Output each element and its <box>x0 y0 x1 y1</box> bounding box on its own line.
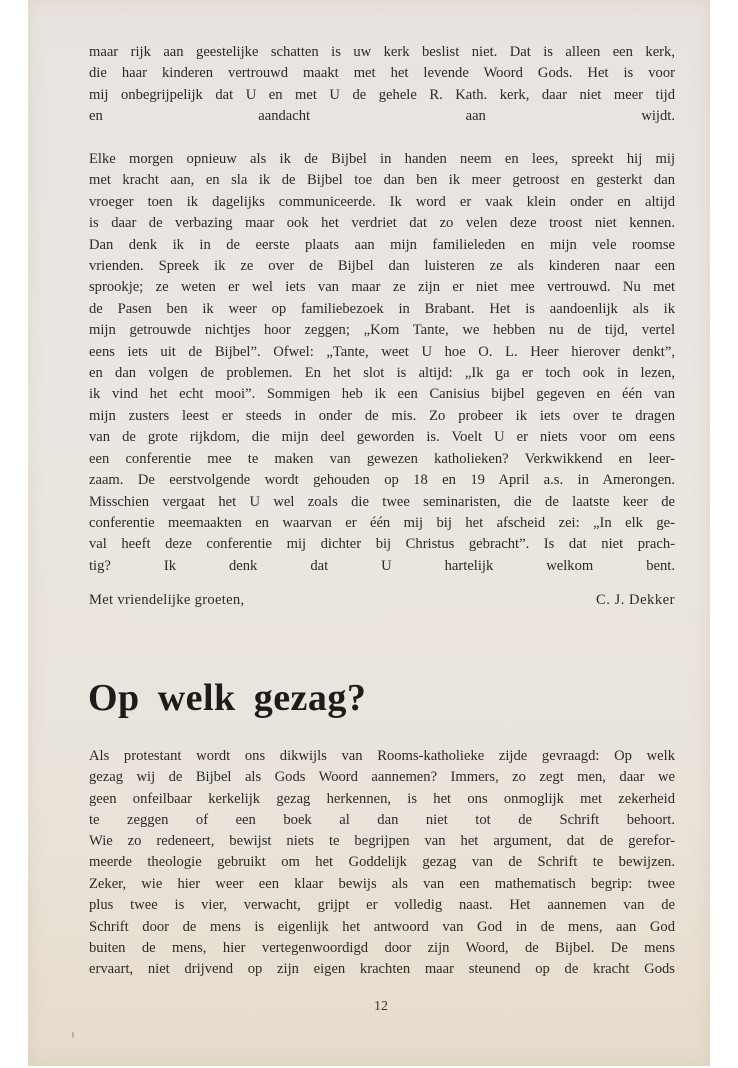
text-line: is daar de verbazing maar ook het verdriet dat zo velen deze troost niet kennen. <box>89 215 675 232</box>
text-line: val heeft deze conferentie mij dichter bij Christus gebracht”. Is dat niet prach- <box>89 536 675 553</box>
paper-speck <box>72 1032 74 1038</box>
text-line: eens iets uit de Bijbel”. Ofwel: „Tante, weet U hoe O. L. Heer hierover denkt”, <box>89 343 675 360</box>
text-line: sprookje; ze weten er wel iets van maar ze zijn er niet mee vertrouwd. Nu met <box>89 279 675 296</box>
text-line: Dan denk ik in de eerste plaats aan mijn familieleden en mijn vele roomse <box>89 236 675 253</box>
text-line: geen onfeilbaar kerkelijk gezag herkennen, is het ons onmoglijk met zekerheid <box>89 790 675 807</box>
text-line: conferentie meemaakten en waarvan er één mij bij het afscheid zei: „In elk ge- <box>89 514 675 531</box>
text-line: zaam. De eerstvolgende wordt gehouden op 18 en 19 April a.s. in Amerongen. <box>89 472 675 489</box>
text-line: met kracht aan, en sla ik de Bijbel toe dan ben ik meer getroost en gesterkt dan <box>89 172 675 189</box>
text-line: Schrift door de mens is eigenlijk het antwoord van God in de mens, aan God <box>89 918 675 935</box>
text-line: Elke morgen opnieuw als ik de Bijbel in handen neem en lees, spreekt hij mij <box>89 151 675 167</box>
text-line: ervaart, niet drijvend op zijn eigen krachten maar steunend op de kracht Gods <box>89 961 675 978</box>
text-line: meerde theologie gebruikt om het Goddelijk gezag van de Schrift te bewijzen. <box>89 854 675 871</box>
text-line: mijn getrouwde nichtjes hoor zeggen; „Kom Tante, we hebben nu de tijd, vertel <box>89 322 675 339</box>
article-paragraph-1 <box>89 746 675 832</box>
text-line: te zeggen of een boek al dan niet tot de Schrift behoort. <box>89 812 675 829</box>
text-line: plus twee is vier, verwacht, grijpt er volledig naast. Het aannemen van de <box>89 897 675 914</box>
letter-paragraph-1 <box>89 42 675 128</box>
text-line: Als protestant wordt ons dikwijls van Rooms-katholieke zijde gevraagd: Op welk <box>89 748 675 764</box>
article-heading: Op welk gezag? <box>88 677 367 719</box>
letter-closing: Met vriendelijke groeten, <box>89 592 245 608</box>
text-line: mijn zusters leest er steeds in onder de mis. Zo probeer ik iets over te dragen <box>89 407 675 424</box>
text-line: gezag wij de Bijbel als Gods Woord aannemen? Immers, zo zegt men, daar we <box>89 769 675 786</box>
text-line: en aandacht aan wijdt. <box>89 108 675 125</box>
text-line: Wie zo redeneert, bewijst niets te begrijpen van het argument, dat de gerefor- <box>89 833 675 849</box>
text-line: mij onbegrijpelijk dat U en met U de gehele R. Kath. kerk, daar niet meer tijd <box>89 86 675 103</box>
text-line: Zeker, wie hier weer een klaar bewijs als van een mathematisch begrip: twee <box>89 875 675 892</box>
text-line: een conferentie mee te maken van gewezen katholieken? Verkwikkend en leer- <box>89 450 675 467</box>
text-line: tig? Ik denk dat U hartelijk welkom bent. <box>89 557 675 574</box>
text-line: vroeger toen ik dagelijks communiceerde. Ik word er vaak klein onder en altijd <box>89 193 675 210</box>
text-line: de Pasen ben ik weer op familiebezoek in Brabant. Het is aandoenlijk als ik <box>89 300 675 317</box>
text-line: die haar kinderen vertrouwd maakt met het levende Woord Gods. Het is voor <box>89 65 675 82</box>
letter-paragraph-2 <box>89 149 675 577</box>
text-line: Misschien vergaat het U wel zoals die twee seminaristen, die de laatste keer de <box>89 493 675 510</box>
page-number: 12 <box>374 999 388 1014</box>
text-line: van de grote rijkdom, die mijn deel geworden is. Voelt U er niets voor om eens <box>89 429 675 446</box>
letter-signature: C. J. Dekker <box>596 592 675 608</box>
text-line: ik vind het echt mooi”. Sommigen heb ik een Canisius bijbel gegeven en één van <box>89 386 675 403</box>
article-paragraph-2 <box>89 831 675 981</box>
text-line: vrienden. Spreek ik ze over de Bijbel dan luisteren ze als kinderen naar een <box>89 258 675 275</box>
text-line: buiten de mens, hier vertegenwoordigd door zijn Woord, de Bijbel. De mens <box>89 940 675 957</box>
text-line: en dan volgen de problemen. En het slot is altijd: „Ik ga er toch ook in lezen, <box>89 365 675 382</box>
text-line: maar rijk aan geestelijke schatten is uw kerk beslist niet. Dat is alleen een kerk, <box>89 44 675 60</box>
